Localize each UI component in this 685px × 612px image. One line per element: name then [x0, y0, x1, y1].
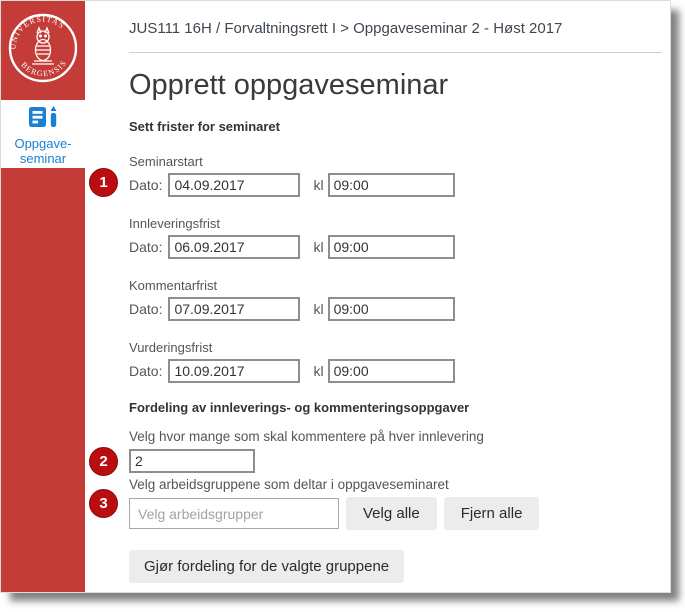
kommentarfrist-time-input[interactable] [328, 297, 455, 321]
kommentarfrist-date-input[interactable] [168, 297, 300, 321]
sidebar [1, 1, 85, 592]
select-all-button[interactable]: Velg alle [346, 497, 437, 530]
groups-select-input[interactable] [129, 498, 339, 529]
groups-label: Velg arbeidsgruppene som deltar i oppgaveseminaret [129, 477, 449, 492]
innleveringsfrist-time-input[interactable] [328, 235, 455, 259]
date-label: Dato: [129, 177, 163, 193]
sidebar-item-label: Oppgave- seminar [14, 136, 72, 166]
deadline-group-vurderingsfrist [129, 340, 662, 383]
deadlines-heading: Sett frister for seminaret [129, 119, 280, 134]
date-label: Dato: [129, 301, 163, 317]
seminarstart-date-input[interactable] [168, 173, 300, 197]
date-label: Dato: [129, 363, 163, 379]
deadline-group-innleveringsfrist [129, 216, 662, 259]
innleveringsfrist-date-input[interactable] [168, 235, 300, 259]
date-label: Dato: [129, 239, 163, 255]
deadline-group-kommentarfrist [129, 278, 662, 321]
svg-text:BERGENSIS: BERGENSIS [19, 58, 69, 79]
deadline-label: Vurderingsfrist [129, 340, 213, 355]
breadcrumb[interactable]: JUS111 16H / Forvaltningsrett I > Oppgaveseminar 2 - Høst 2017 [129, 20, 563, 37]
uib-seal-icon [7, 12, 79, 89]
commenters-count-input[interactable] [129, 449, 255, 473]
main-content [85, 1, 670, 592]
commenters-label: Velg hvor mange som skal kommentere på hver innlevering [129, 429, 484, 444]
vurderingsfrist-time-input[interactable] [328, 359, 455, 383]
annotation-marker-1: 1 [89, 168, 118, 197]
page-title: Opprett oppgaveseminar [129, 69, 449, 101]
annotation-marker-2: 2 [89, 447, 118, 476]
time-label: kl [313, 363, 324, 379]
seminarstart-time-input[interactable] [328, 173, 455, 197]
vurderingsfrist-date-input[interactable] [168, 359, 300, 383]
svg-text:UNIVERSITAS: UNIVERSITAS [8, 14, 67, 50]
time-label: kl [313, 239, 324, 255]
deadline-group-seminarstart [129, 154, 662, 197]
distribute-button[interactable]: Gjør fordeling for de valgte gruppene [129, 550, 404, 583]
distribution-heading: Fordeling av innleverings- og kommenteringsoppgaver [129, 400, 470, 415]
header-divider [129, 52, 662, 53]
remove-all-button[interactable]: Fjern alle [444, 497, 540, 530]
deadline-label: Kommentarfrist [129, 278, 218, 293]
time-label: kl [313, 177, 324, 193]
deadline-label: Seminarstart [129, 154, 203, 169]
annotation-marker-3: 3 [89, 489, 118, 518]
groups-row [129, 497, 662, 530]
logo-block [1, 1, 85, 100]
deadline-label: Innleveringsfrist [129, 216, 221, 231]
document-pencil-icon [28, 116, 58, 133]
time-label: kl [313, 301, 324, 317]
sidebar-item-oppgaveseminar[interactable] [1, 100, 85, 168]
